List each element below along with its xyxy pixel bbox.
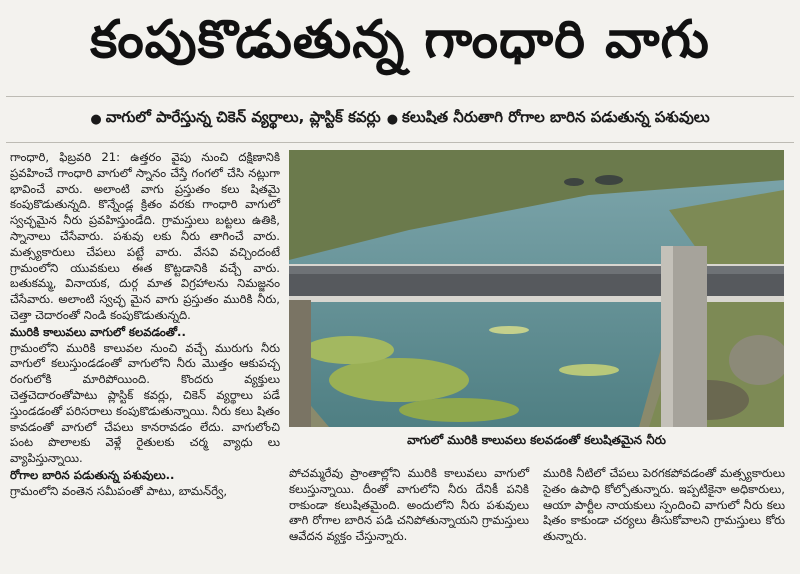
divider-top [6,96,794,97]
body-paragraph: మురికి నీటిలో చేపలు పెరగకపోవడంతో మత్స్యకారులు సైతం ఉపాధి కోల్పోతున్నారు. ఇప్పటికైనా అధికారులు, ఆయా పార్టీల నాయకులు స్పందించి వాగులో నీరు కలు షితం కాకుండా చర్యలు తీసుకోవాలని గ్రామస్తులు కోరు తున్నారు. [543,466,785,544]
river-photo [289,150,784,427]
section-heading: మురికి కాలువలు వాగులో కలవడంతో.. [10,324,186,339]
bullet-icon: ● [90,111,102,127]
headline: కంపుకొడుతున్న గాంధారి వాగు [90,9,710,70]
section-heading: రోగాల బారిన పడుతున్న పశువులు.. [10,467,175,482]
subhead-1-text: వాగులో పారేస్తున్న చికెన్ వ్యర్థాలు, ప్లాస్టిక్ కవర్లు [105,108,381,126]
body-paragraph: పోచమ్మరేవు ప్రాంతాల్లోని మురికి కాలువలు వాగులో కలుస్తున్నాయి. దీంతో వాగులోని నీరు దేనికీ పనికి రాకుండా కలుషితమైంది. అందులోని నీరు పశువులు తాగి రోగాల బారిన పడి చనిపోతున్నాయని గ్రామస్తులు ఆవేదన వ్యక్తం చేస్తున్నారు. [289,466,529,544]
column-3 [543,466,785,545]
subhead-1 [90,108,380,130]
body-paragraph: గ్రామంలోని వంతెన సమీపంతో పాటు, బామన్‌ర్వే, [10,483,228,498]
divider-bottom [6,142,794,143]
subhead-bar [0,98,800,140]
bullet-icon: ● [386,111,399,127]
column-2 [289,466,529,545]
subhead-2-text: కలుషిత నీరుతాగి రోగాల బారిన పడుతున్న పశువులు [402,108,710,126]
body-paragraph: గాంధారి, ఫిబ్రవరి 21: ఉత్తరం వైపు నుంచి దక్షిణానికి ప్రవహించే గాంధారి వాగులో స్నానం చేస్తే గంగలో చేసి నట్లుగా భావించే వారు. అలాంటి వాగు ప్రస్తుతం కలు షితమై కంపుకొడుతున్నది. కొన్నేండ్ల క్రితం వరకు గాంధారి వాగులో స్వచ్ఛమైన నీరు ప్రవహిస్తుండేది. గ్రామస్తులు బట్టలు ఉతికి, స్నానాలు చేసేవారు. పశువు లకు నీరు తాగించే వారు. మత్స్యకారులు చేపలు పట్టే వారు. వేసవి వచ్చిందంటే గ్రామంలోని యువకులు ఈత కొట్టడానికి వచ్చే వారు. బతుకమ్మ, వినాయక, దుర్గ మాత విగ్రహాలను నిమజ్జనం చేసేవారు. అలాంటి స్వచ్ఛ మైన వాగు ప్రస్తుతం మురికి నీరు, చెత్తా చెదారంతో నిండి కంపుకొడుతున్నది. [10,150,280,322]
column-1 [10,150,280,500]
body-paragraph: గ్రామంలోని మురికి కాలువల నుంచి వచ్చే మురుగు నీరు వాగులో కలుస్తుండడంతో వాగులోని నీరు మొత్తం ఆకుపచ్చ రంగులోకి మారిపోయింది. కొందరు వ్యక్తులు చెత్తచెదారంతోపాటు ప్లాస్టిక్ కవర్లు, చికెన్ వ్యర్థాలు పడే స్తుండడంతో పరిసరాలు కంపుకొడుతున్నాయి. నీరు కలు షితం కావడంతో వాగులో చేపలు కానరావడం లేదు. వాగులోంచి పంట పొలాలకు వెళ్లే రైతులకు చర్మ వ్యాధు లు వ్యాపిస్తున్నాయి. [10,340,280,466]
photo-caption: వాగులో మురికి కాలువలు కలవడంతో కలుషితమైన నీరు [407,432,666,447]
subhead-2 [387,108,710,130]
